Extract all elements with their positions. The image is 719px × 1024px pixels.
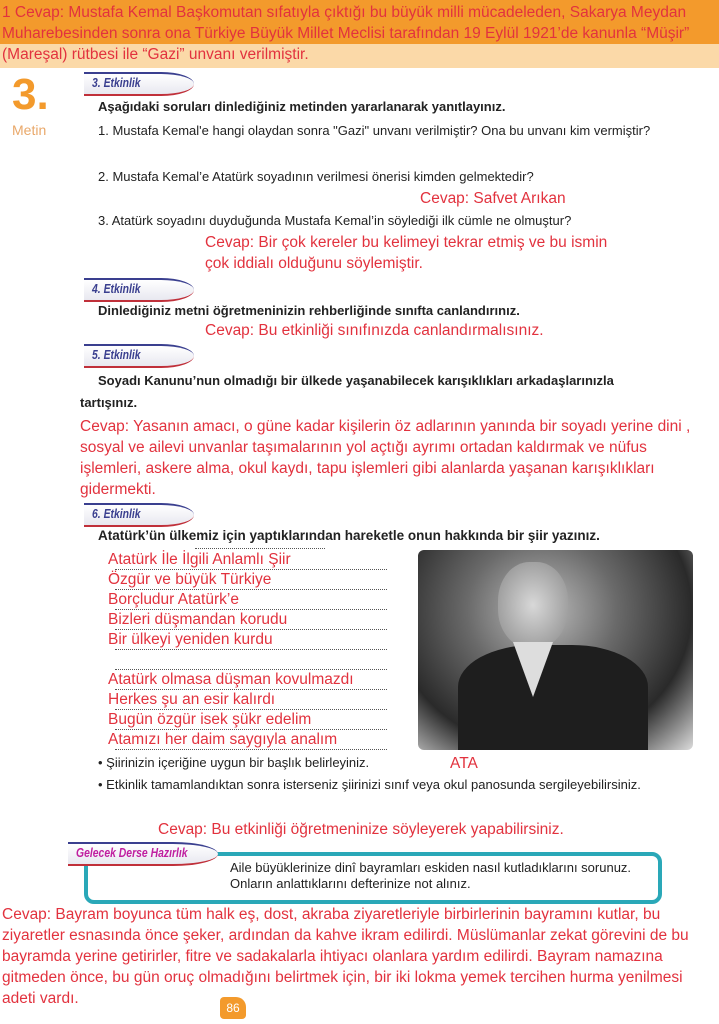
activity-5-banner: 5. Etkinlik <box>84 344 194 368</box>
poem-line <box>108 650 354 670</box>
answer-3: Cevap: Bir çok kereler bu kelimeyi tekrar etmiş ve bu ismin çok iddialı olduğunu söylemiştir. <box>205 234 608 272</box>
answer-2: Cevap: Safvet Arıkan <box>420 190 566 207</box>
activity-5-instruction: Soyadı Kanunu’nun olmadığı bir ülkede yaşanabilecek karışıklıkları arkadaşlarınızla tartışınız. <box>80 373 614 410</box>
dotted-line <box>195 548 325 549</box>
activity-3-banner: 3. Etkinlik <box>84 72 194 96</box>
bullet-2-answer: Cevap: Bu etkinliği öğretmeninize söyleyerek yapabilirsiniz. <box>158 821 564 838</box>
question-1: 1. Mustafa Kemal'e hangi olaydan sonra "Gazi" unvanı verilmiştir? Ona bu unvanı kim vermiştir? <box>98 123 651 138</box>
poem-line: Bugün özgür isek şükr edelim <box>108 711 312 728</box>
poem <box>108 550 354 750</box>
poem-line: Atatürk İle İlgili Anlamlı Şiir <box>108 551 291 568</box>
next-lesson-banner: Gelecek Derse Hazırlık <box>68 842 218 866</box>
poem-line: Herkes şu an esir kalırdı <box>108 691 276 708</box>
page-number: 86 <box>220 997 246 1019</box>
activity-6-banner: 6. Etkinlik <box>84 503 194 527</box>
activity-4-banner: 4. Etkinlik <box>84 278 194 302</box>
activity-4-answer: Cevap: Bu etkinliği sınıfınızda canlandırmalısınız. <box>205 322 544 339</box>
activity-4-instruction: Dinlediğiniz metni öğretmeninizin rehberliğinde sınıfta canlandırınız. <box>98 303 520 318</box>
activity-3-instruction: Aşağıdaki soruları dinlediğiniz metinden yararlanarak yanıtlayınız. <box>98 99 506 114</box>
section-number: 3. <box>12 70 49 119</box>
section-title-faint: Metin <box>12 122 47 138</box>
poem-line: Bizleri düşmandan korudu <box>108 611 288 628</box>
next-lesson-answer: Cevap: Bayram boyunca tüm halk eş, dost, akraba ziyaretleriyle birbirlerinin bayramını kutlar, bu ziyaretler esnasında önce şeker, ardından da kahve ikram edilirdi. Müslümanlar zekat görevini de bu bayramda yerine getirirler, fitre ve sadakalarla ihtiyacı olanlara yardım edilirdi. Bayram namazına gitmeden önce, bu gün oruç olmadığını belirtmek için, bir iki lokma yemek tercihen hurma yenilmesi adeti vardı. <box>2 906 689 1007</box>
answer-1: 1 Cevap: Mustafa Kemal Başkomutan sıfatıyla çıktığı bu büyük milli mücadeleden, Sakarya Meydan Muharebesinden sonra ona Türkiye Büyük Millet Meclisi tarafından 19 Eylül 1921’de kanunla “Müşir” (Mareşal) rütbesi ile “Gazi” unvanı verilmiştir. <box>2 4 690 63</box>
question-3: 3. Atatürk soyadını duyduğunda Mustafa Kemal’in söylediği ilk cümle ne olmuştur? <box>98 213 572 228</box>
question-2: 2. Mustafa Kemal’e Atatürk soyadının verilmesi önerisi kimden gelmektedir? <box>98 169 534 184</box>
bullet-1: • Şiirinizin içeriğine uygun bir başlık belirleyiniz. <box>98 755 370 770</box>
poem-line: Bir ülkeyi yeniden kurdu <box>108 631 273 648</box>
activity-5-answer: Cevap: Yasanın amacı, o güne kadar kişilerin öz adlarının yanında bir soyadı yerine dini , sosyal ve ailevi unvanlar taşımalarının yol açtığı ayrımı ortadan kaldırmak ve nüfus işlemleri, askere alma, okul kaydı, tapu işlemleri gibi alanlarda yaşanan karışıklıkları gidermekti. <box>80 418 691 498</box>
ataturk-portrait <box>418 550 693 750</box>
next-lesson-instruction: Aile büyüklerinize dinî bayramları eskiden nasıl kutladıklarını sorunuz. Onların anlattıklarını defterinize not alınız. <box>230 860 632 891</box>
poem-line: Atatürk olmasa düşman kovulmazdı <box>108 671 354 688</box>
poem-line: Atamızı her daim saygıyla analım <box>108 731 338 748</box>
poem-line: Borçludur Atatürk’e <box>108 591 239 608</box>
bullet-1-answer: ATA <box>450 755 478 772</box>
activity-6-instruction: Atatürk’ün ülkemiz için yaptıklarından hareketle onun hakkında bir şiir yazınız. <box>98 528 600 543</box>
bullet-2: • Etkinlik tamamlandıktan sonra isterseniz şiirinizi sınıf veya okul panosunda sergileyebilirsiniz. <box>98 777 641 792</box>
poem-line: Özgür ve büyük Türkiye <box>108 571 272 588</box>
